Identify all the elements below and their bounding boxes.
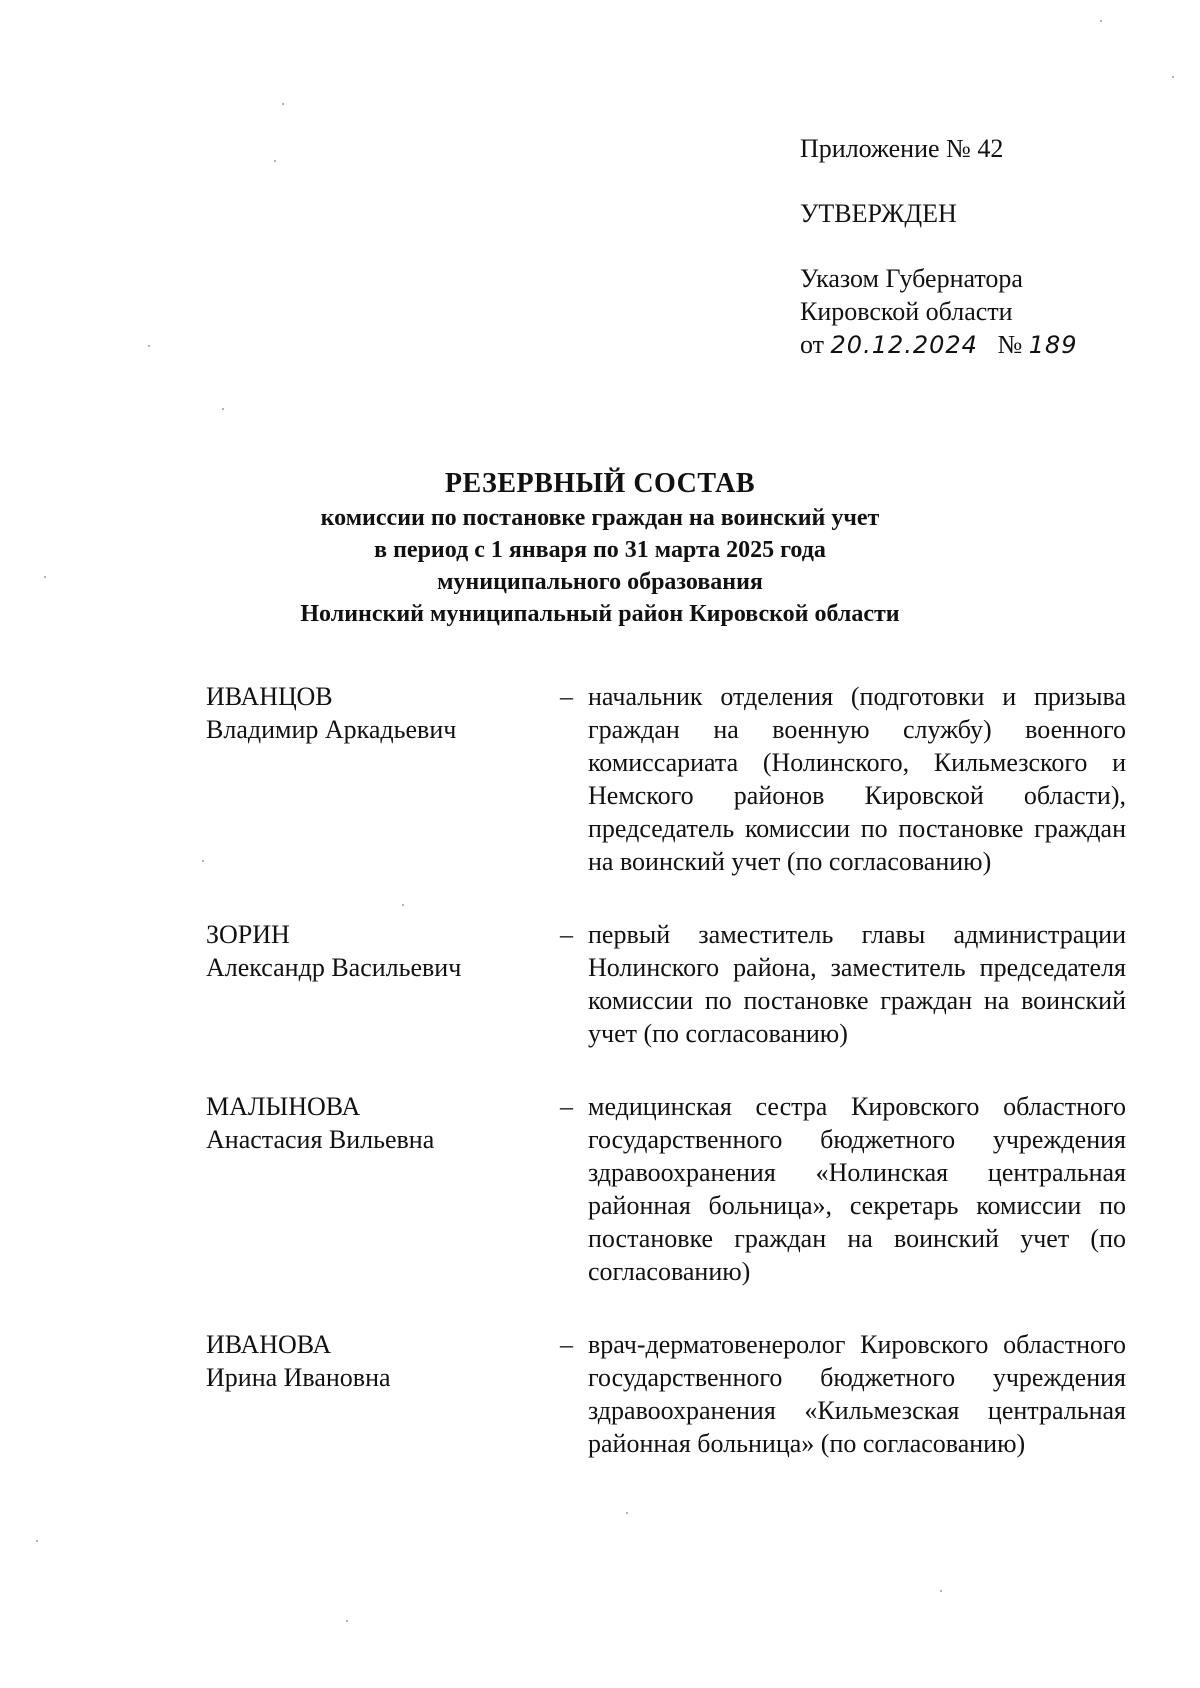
scan-speck	[626, 1512, 628, 1514]
member-given-name: Александр Васильевич	[206, 953, 462, 982]
member-surname: ИВАНОВА	[206, 1330, 332, 1359]
scan-speck	[282, 103, 284, 105]
member-given-name: Владимир Аркадьевич	[206, 715, 457, 744]
scan-speck	[222, 408, 224, 410]
scan-speck	[1172, 76, 1174, 78]
decree-line-1: Указом Губернатора	[800, 264, 1023, 293]
scan-speck	[148, 345, 150, 347]
member-entry	[206, 680, 1126, 878]
scan-speck	[202, 860, 204, 862]
approved-stamp: УТВЕРЖДЕН	[800, 199, 957, 228]
heading-line-3: муниципального образования	[437, 569, 763, 595]
scan-speck	[940, 1590, 942, 1592]
member-surname: ЗОРИН	[206, 920, 290, 949]
member-name	[206, 680, 556, 878]
scan-speck	[402, 904, 404, 906]
member-name	[206, 1328, 556, 1460]
heading-line-2: в период с 1 января по 31 марта 2025 года	[374, 537, 826, 563]
decree-line-2: Кировской области	[800, 297, 1013, 326]
member-surname: ИВАНЦОВ	[206, 682, 333, 711]
member-entry	[206, 1328, 1126, 1460]
members-list	[206, 680, 1126, 1460]
scan-speck	[274, 160, 276, 162]
document-heading	[200, 466, 1000, 630]
appendix-number: Приложение № 42	[800, 134, 1004, 163]
heading-line-4: Нолинский муниципальный район Кировской области	[300, 601, 900, 627]
decree-date-line	[800, 328, 1160, 362]
scan-speck	[36, 1540, 38, 1542]
decree-date: 20.12.2024	[830, 331, 978, 359]
decree-number: 189	[1028, 331, 1078, 359]
heading-line-1: комиссии по постановке граждан на воинский учет	[320, 505, 880, 531]
member-given-name: Анастасия Вильевна	[206, 1125, 435, 1154]
member-dash: –	[560, 1330, 573, 1359]
scan-speck	[346, 1620, 348, 1622]
number-prefix: №	[997, 330, 1023, 359]
member-given-name: Ирина Ивановна	[206, 1363, 391, 1392]
scan-speck	[44, 576, 46, 578]
member-entry	[206, 1090, 1126, 1288]
member-dash: –	[560, 1092, 573, 1121]
document-title: РЕЗЕРВНЫЙ СОСТАВ	[444, 468, 756, 499]
member-surname: МАЛЫНОВА	[206, 1092, 361, 1121]
member-name	[206, 1090, 556, 1288]
date-prefix: от	[800, 330, 825, 359]
scan-speck	[1100, 20, 1102, 22]
member-role: медицинская сестра Кировского областного государственного бюджетного учреждения здравоохранения «Нолинская центральная районная больница», секретарь комиссии по постановке граждан на воинский учет (по согласованию)	[588, 1092, 1126, 1286]
approval-block	[800, 132, 1160, 362]
member-dash: –	[560, 920, 573, 949]
member-role: начальник отделения (подготовки и призыва граждан на военную службу) военного комиссариата (Нолинского, Кильмезского и Немского районов Кировской области), председатель комиссии по постановке граждан на воинский учет (по согласованию)	[588, 682, 1126, 876]
member-role: врач-дерматовенеролог Кировского областного государственного бюджетного учреждения здравоохранения «Кильмезская центральная районная больница» (по согласованию)	[588, 1330, 1126, 1458]
member-name	[206, 918, 556, 1050]
member-entry	[206, 918, 1126, 1050]
member-dash: –	[560, 682, 573, 711]
member-role: первый заместитель главы администрации Нолинского района, заместитель председателя комиссии по постановке граждан на воинский учет (по согласованию)	[588, 920, 1126, 1048]
